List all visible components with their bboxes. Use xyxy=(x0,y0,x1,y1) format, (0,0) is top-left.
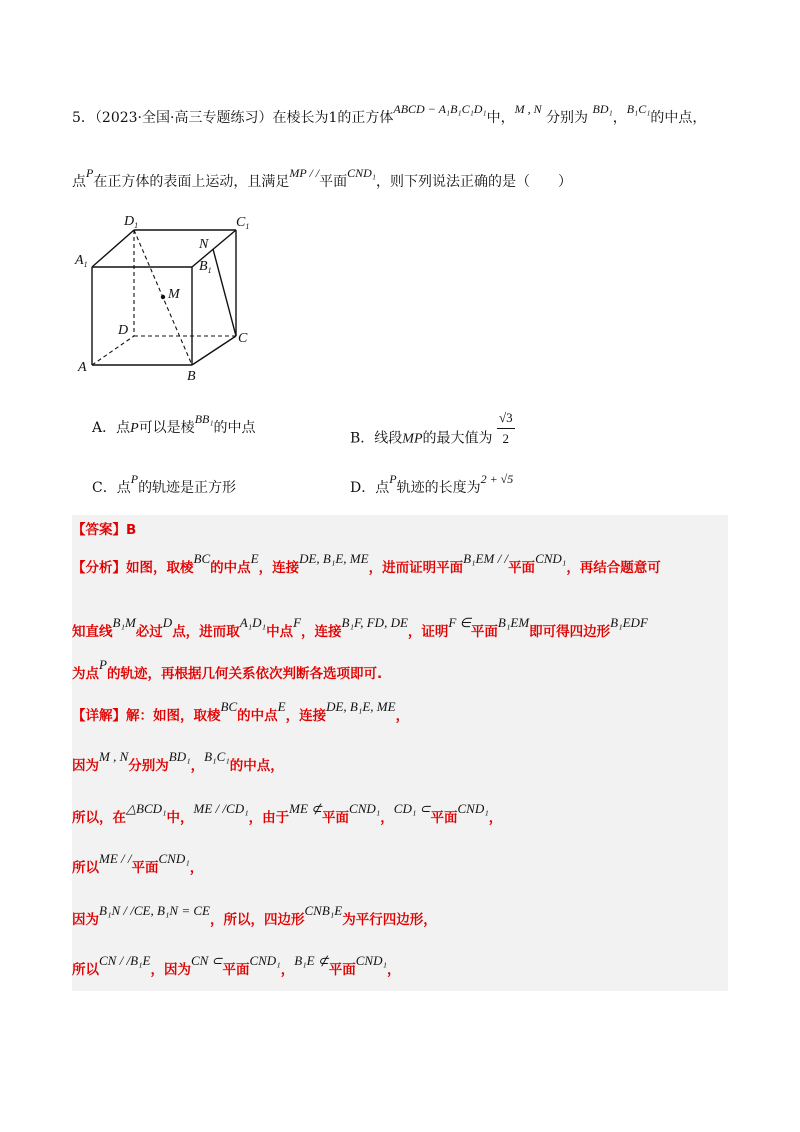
text-segment: CN ⊂ xyxy=(190,953,223,968)
label-D: D xyxy=(118,323,129,338)
text-segment: 即可得四边形 xyxy=(529,624,611,640)
question-number: 5． xyxy=(72,110,95,126)
text-segment: E xyxy=(277,699,286,714)
text-segment: 在正方体的表面上运动，且满足 xyxy=(93,174,290,190)
answer-label xyxy=(72,520,136,540)
text-segment: M , N xyxy=(99,749,129,764)
text-segment: ，连接 xyxy=(285,708,327,724)
detail-line-4 xyxy=(72,851,204,878)
text-segment: ，所以，四边形 xyxy=(209,912,305,928)
option-c[interactable] xyxy=(92,472,237,498)
analysis-line-1 xyxy=(72,551,661,578)
question-line-2 xyxy=(72,166,572,192)
text-segment: CND₁ xyxy=(249,953,281,968)
question-line-1 xyxy=(72,102,707,128)
text-segment: 所以 xyxy=(72,962,99,978)
text-segment: MP / / xyxy=(289,166,320,180)
option-d[interactable] xyxy=(350,472,514,498)
text-segment: ，因为 xyxy=(150,962,191,978)
text-segment: 所以，在 xyxy=(72,810,126,826)
label-D1: $D_1$ xyxy=(124,214,139,230)
text-segment: DE, B₁E, ME xyxy=(326,699,396,714)
text-segment: 平面 xyxy=(328,962,356,978)
analysis-line-2 xyxy=(72,615,648,642)
text-segment: √3 xyxy=(497,408,515,429)
text-segment: 2 xyxy=(502,431,510,446)
option-b[interactable] xyxy=(350,410,515,459)
text-segment: ，证明 xyxy=(407,624,449,640)
text-segment: 的中点 xyxy=(237,708,278,724)
text-segment: ， xyxy=(395,708,410,724)
text-segment: ， xyxy=(380,810,394,826)
text-segment: B₁C₁ xyxy=(204,749,230,764)
text-segment: 因为 xyxy=(72,912,99,928)
option-a[interactable] xyxy=(92,412,256,439)
label-N: N xyxy=(199,237,209,252)
text-segment: 平面 xyxy=(319,174,348,190)
text-segment: BD₁ xyxy=(168,749,191,764)
text-segment: F ∈ xyxy=(448,615,471,630)
text-segment: B₁E ⊄ xyxy=(294,953,329,968)
text-segment: 平面 xyxy=(322,810,350,826)
text-segment: BD₁ xyxy=(592,102,613,116)
text-segment: B₁F, FD, DE xyxy=(341,615,408,630)
text-segment: M , N xyxy=(514,102,542,116)
text-segment: 的轨迹，再根据几何关系依次判断各选项即可. xyxy=(106,666,383,682)
question-source: （2023·全国·高三专题练习） xyxy=(94,110,273,126)
text-segment: 必过 xyxy=(135,624,163,640)
text-segment: B．线段 xyxy=(350,430,403,447)
text-segment: 【答案】B xyxy=(72,522,137,538)
text-segment: 所以 xyxy=(72,860,99,876)
text-segment: DE, B₁E, ME xyxy=(299,551,369,566)
analysis-line-3 xyxy=(72,657,383,684)
text-segment: CND₁ xyxy=(349,801,381,816)
text-segment: 的轨迹是正方形 xyxy=(138,480,237,496)
text-segment: △BCD₁ xyxy=(126,801,167,816)
detail-line-6 xyxy=(72,953,401,980)
text-segment: ，再结合题意可 xyxy=(566,560,661,576)
text-segment: 【详解】解：如图，取棱 xyxy=(72,708,221,724)
text-segment: B₁EM / / xyxy=(463,551,509,566)
text-segment: CND₁ xyxy=(535,551,567,566)
text-segment: B₁M xyxy=(112,615,136,630)
text-segment: P xyxy=(130,421,139,436)
text-segment: 平面 xyxy=(131,860,159,876)
text-segment: ME / /CD₁ xyxy=(193,801,249,816)
text-segment: 在棱长为1的正方体 xyxy=(272,110,394,126)
text-segment: 知直线 xyxy=(72,624,113,640)
text-segment: 因为 xyxy=(72,758,99,774)
text-segment: BC xyxy=(193,551,211,566)
text-segment: 的最大值为 xyxy=(422,430,493,447)
text-segment: ，进而证明平面 xyxy=(368,560,464,576)
text-segment: CN / /B₁E xyxy=(99,953,151,968)
text-segment: B₁EM xyxy=(497,615,530,630)
text-segment: E xyxy=(250,551,259,566)
cube-name: ABCD − A₁B₁C₁D₁ xyxy=(393,102,487,116)
text-segment: 分别为 xyxy=(128,758,169,774)
text-segment: ME / / xyxy=(99,851,132,866)
text-segment: ， xyxy=(612,110,627,126)
text-segment: ，由于 xyxy=(248,810,290,826)
text-segment: 平面 xyxy=(222,962,250,978)
text-segment: ，连接 xyxy=(301,624,342,640)
text-segment: BB₁ xyxy=(194,412,214,426)
text-segment: ， xyxy=(387,962,401,978)
text-segment: CD₁ ⊂ xyxy=(393,801,431,816)
text-segment: 平面 xyxy=(508,560,536,576)
cube-figure xyxy=(72,212,272,382)
text-segment: CND₁ xyxy=(355,953,387,968)
text-segment: 中点 xyxy=(266,624,294,640)
text-segment: 的中点， xyxy=(650,110,707,126)
text-segment: A₁D₁ xyxy=(239,615,267,630)
text-segment: F xyxy=(293,615,302,630)
text-segment: 的中点 xyxy=(213,420,256,436)
text-segment: P xyxy=(99,657,107,672)
text-segment: CNB₁E xyxy=(304,903,343,918)
label-C1: $C_1$ xyxy=(236,215,250,231)
text-segment: B₁EDF xyxy=(610,615,648,630)
text-segment: A．点 xyxy=(92,420,131,436)
text-segment: ME ⊄ xyxy=(289,801,323,816)
text-segment: 的中点 xyxy=(210,560,251,576)
text-segment: B₁C₁ xyxy=(626,102,651,116)
label-B1: $B_1$ xyxy=(199,259,212,275)
label-M: M xyxy=(168,287,180,302)
text-segment: 可以是棱 xyxy=(138,420,195,436)
text-segment: 的中点， xyxy=(229,758,284,774)
text-segment: C．点 xyxy=(92,480,131,496)
text-segment: ， xyxy=(488,810,503,826)
detail-line-1 xyxy=(72,699,410,726)
text-segment: ，连接 xyxy=(258,560,300,576)
text-segment: 【分析】如图，取棱 xyxy=(72,560,194,576)
text-segment: 中， xyxy=(166,810,194,826)
detail-line-2 xyxy=(72,749,284,776)
text-segment: 平面 xyxy=(470,624,498,640)
text-segment: 中， xyxy=(486,110,515,126)
label-A1: $A_1$ xyxy=(75,253,88,269)
text-segment: ， xyxy=(280,962,295,978)
text-segment: CND₁ xyxy=(347,166,376,180)
text-segment: ， xyxy=(190,758,205,774)
text-segment: 分别为 xyxy=(546,110,589,126)
text-segment: P xyxy=(130,472,139,486)
detail-line-3 xyxy=(72,801,503,828)
text-segment: P xyxy=(389,472,397,486)
text-segment: 平面 xyxy=(430,810,458,826)
text-segment: 点，进而取 xyxy=(172,624,240,640)
text-segment: CND₁ xyxy=(158,851,190,866)
detail-line-5 xyxy=(72,903,437,930)
text-segment: D．点 xyxy=(350,480,390,496)
text-segment: BC xyxy=(220,699,238,714)
text-segment: 为点 xyxy=(72,666,99,682)
text-segment: ，则下列说法正确的是（ ） xyxy=(375,174,572,190)
text-segment: P xyxy=(86,166,94,180)
label-C: C xyxy=(238,331,248,346)
label-B: B xyxy=(187,369,196,382)
fraction xyxy=(497,408,515,449)
text-segment: 2 + √5 xyxy=(480,472,514,486)
text-segment: ， xyxy=(189,860,204,876)
text-segment: MP xyxy=(402,431,423,447)
text-segment: 轨迹的长度为 xyxy=(396,480,481,496)
text-segment: 点 xyxy=(72,174,86,190)
text-segment: 为平行四边形， xyxy=(342,912,437,928)
text-segment: D xyxy=(162,615,173,630)
text-segment: B₁N / /CE, B₁N = CE xyxy=(99,903,210,918)
text-segment: CND₁ xyxy=(457,801,489,816)
label-A: A xyxy=(78,360,87,375)
